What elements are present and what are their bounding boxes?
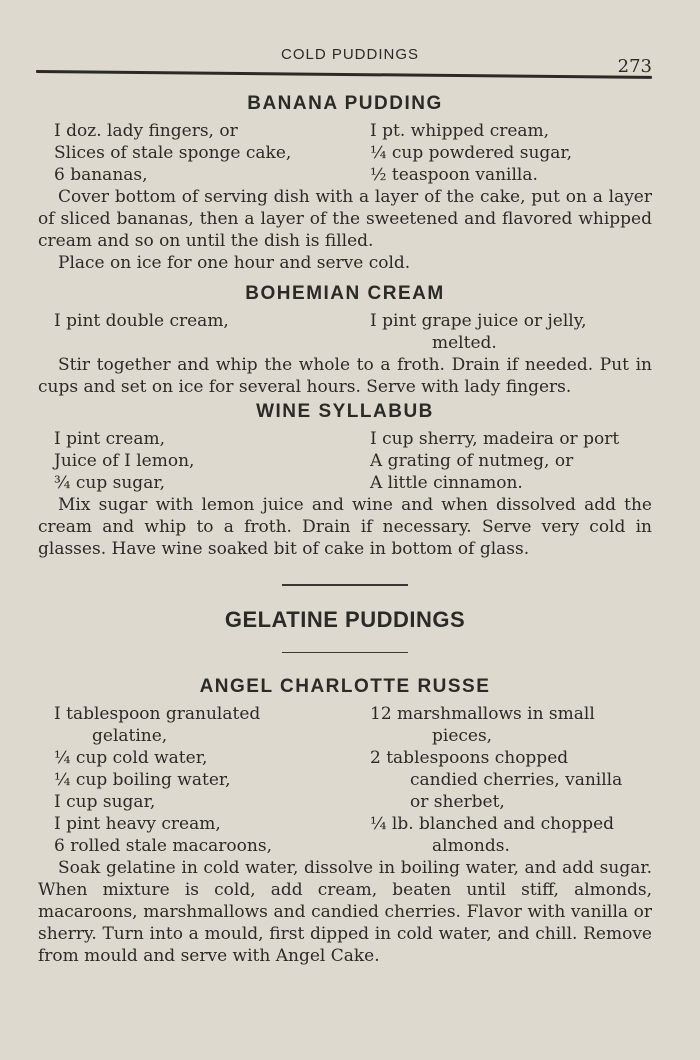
page-content bbox=[38, 92, 652, 967]
ingredient: ¼ cup boiling water, bbox=[54, 770, 231, 790]
header-rule bbox=[36, 70, 652, 79]
ingredient: pieces, bbox=[432, 726, 493, 746]
ingredient-column-right bbox=[370, 120, 652, 186]
ingredient-list bbox=[38, 310, 652, 354]
ingredient: Slices of stale sponge cake, bbox=[54, 143, 292, 163]
ingredient-list bbox=[38, 703, 652, 857]
ingredient-list bbox=[38, 428, 652, 494]
ingredient: A grating of nutmeg, or bbox=[370, 451, 574, 471]
ingredient: ¼ cup powdered sugar, bbox=[370, 143, 573, 163]
ingredient-column-right bbox=[370, 703, 652, 857]
ingredient-column-right bbox=[370, 428, 652, 494]
instructions: Place on ice for one hour and serve cold. bbox=[58, 253, 411, 273]
ingredient: I cup sherry, madeira or port bbox=[370, 429, 620, 449]
ingredient: ½ teaspoon vanilla. bbox=[370, 165, 538, 185]
ingredient: I doz. lady fingers, or bbox=[54, 121, 238, 141]
ingredient: I pint double cream, bbox=[54, 311, 229, 331]
ingredient: candied cherries, vanilla bbox=[410, 770, 623, 790]
section-gelatine-puddings bbox=[38, 584, 652, 967]
running-title: COLD PUDDINGS bbox=[280, 46, 420, 63]
ingredient: ¾ cup sugar, bbox=[54, 473, 165, 493]
ingredient: 2 tablespoons chopped bbox=[370, 748, 569, 768]
ingredient: ¼ cup cold water, bbox=[54, 748, 208, 768]
page-number: 273 bbox=[617, 56, 652, 77]
ingredient: I pint cream, bbox=[54, 429, 165, 449]
ingredient: melted. bbox=[432, 333, 497, 353]
ingredient: ¼ lb. blanched and chopped bbox=[370, 814, 615, 834]
ingredient: I cup sugar, bbox=[54, 792, 156, 812]
recipe-angel-charlotte-russe bbox=[38, 675, 652, 967]
recipe-title: BANANA PUDDING bbox=[247, 93, 443, 114]
ingredient: or sherbet, bbox=[410, 792, 505, 812]
recipe-title: BOHEMIAN CREAM bbox=[245, 283, 445, 304]
recipe-banana-pudding bbox=[38, 92, 652, 274]
ingredient: Juice of I lemon, bbox=[54, 451, 195, 471]
ingredient: 6 rolled stale macaroons, bbox=[54, 836, 272, 856]
recipe-title: WINE SYLLABUB bbox=[256, 401, 434, 422]
ingredient: I tablespoon granulated bbox=[54, 704, 261, 724]
instructions: Mix sugar with lemon juice and wine and when dissolved add the cream and whip to a froth. Drain if necessary. Serve very cold in glasses. Have wine soaked bit of cake in bottom of glass. bbox=[38, 495, 652, 559]
ingredient-column-left bbox=[38, 120, 370, 186]
ingredient-column-left bbox=[38, 310, 370, 354]
ingredient: I pint heavy cream, bbox=[54, 814, 221, 834]
ingredient-column-left bbox=[38, 428, 370, 494]
ingredient: gelatine, bbox=[92, 726, 168, 746]
recipe-wine-syllabub bbox=[38, 400, 652, 560]
ingredient: 12 marshmallows in small bbox=[370, 704, 595, 724]
section-divider-top bbox=[282, 584, 408, 586]
instructions: Soak gelatine in cold water, dissolve in boiling water, and add sugar. When mixture is cold, add cream, beaten until stiff, almonds, macaroons, marshmallows and candied cherries. Flavor with vanilla or sherry. Turn into a mould, first dipped in cold water, and chill. Remove from mould and serve with Angel Cake. bbox=[38, 858, 652, 966]
ingredient-list bbox=[38, 120, 652, 186]
ingredient: A little cinnamon. bbox=[370, 473, 523, 493]
ingredient: I pt. whipped cream, bbox=[370, 121, 550, 141]
ingredient: I pint grape juice or jelly, bbox=[370, 311, 587, 331]
ingredient-column-left bbox=[38, 703, 370, 857]
recipe-bohemian-cream bbox=[38, 282, 652, 398]
ingredient: 6 bananas, bbox=[54, 165, 148, 185]
ingredient: almonds. bbox=[432, 836, 510, 856]
section-heading: GELATINE PUDDINGS bbox=[224, 606, 466, 632]
section-divider-bottom bbox=[282, 652, 408, 654]
recipe-title: ANGEL CHARLOTTE RUSSE bbox=[199, 676, 491, 697]
instructions: Cover bottom of serving dish with a layer of the cake, put on a layer of sliced bananas, then a layer of the sweetened and flavored whipped cream and so on until the dish is filled. bbox=[38, 187, 652, 251]
ingredient-column-right bbox=[370, 310, 652, 354]
instructions: Stir together and whip the whole to a froth. Drain if needed. Put in cups and set on ice for several hours. Serve with lady fingers. bbox=[38, 355, 652, 397]
